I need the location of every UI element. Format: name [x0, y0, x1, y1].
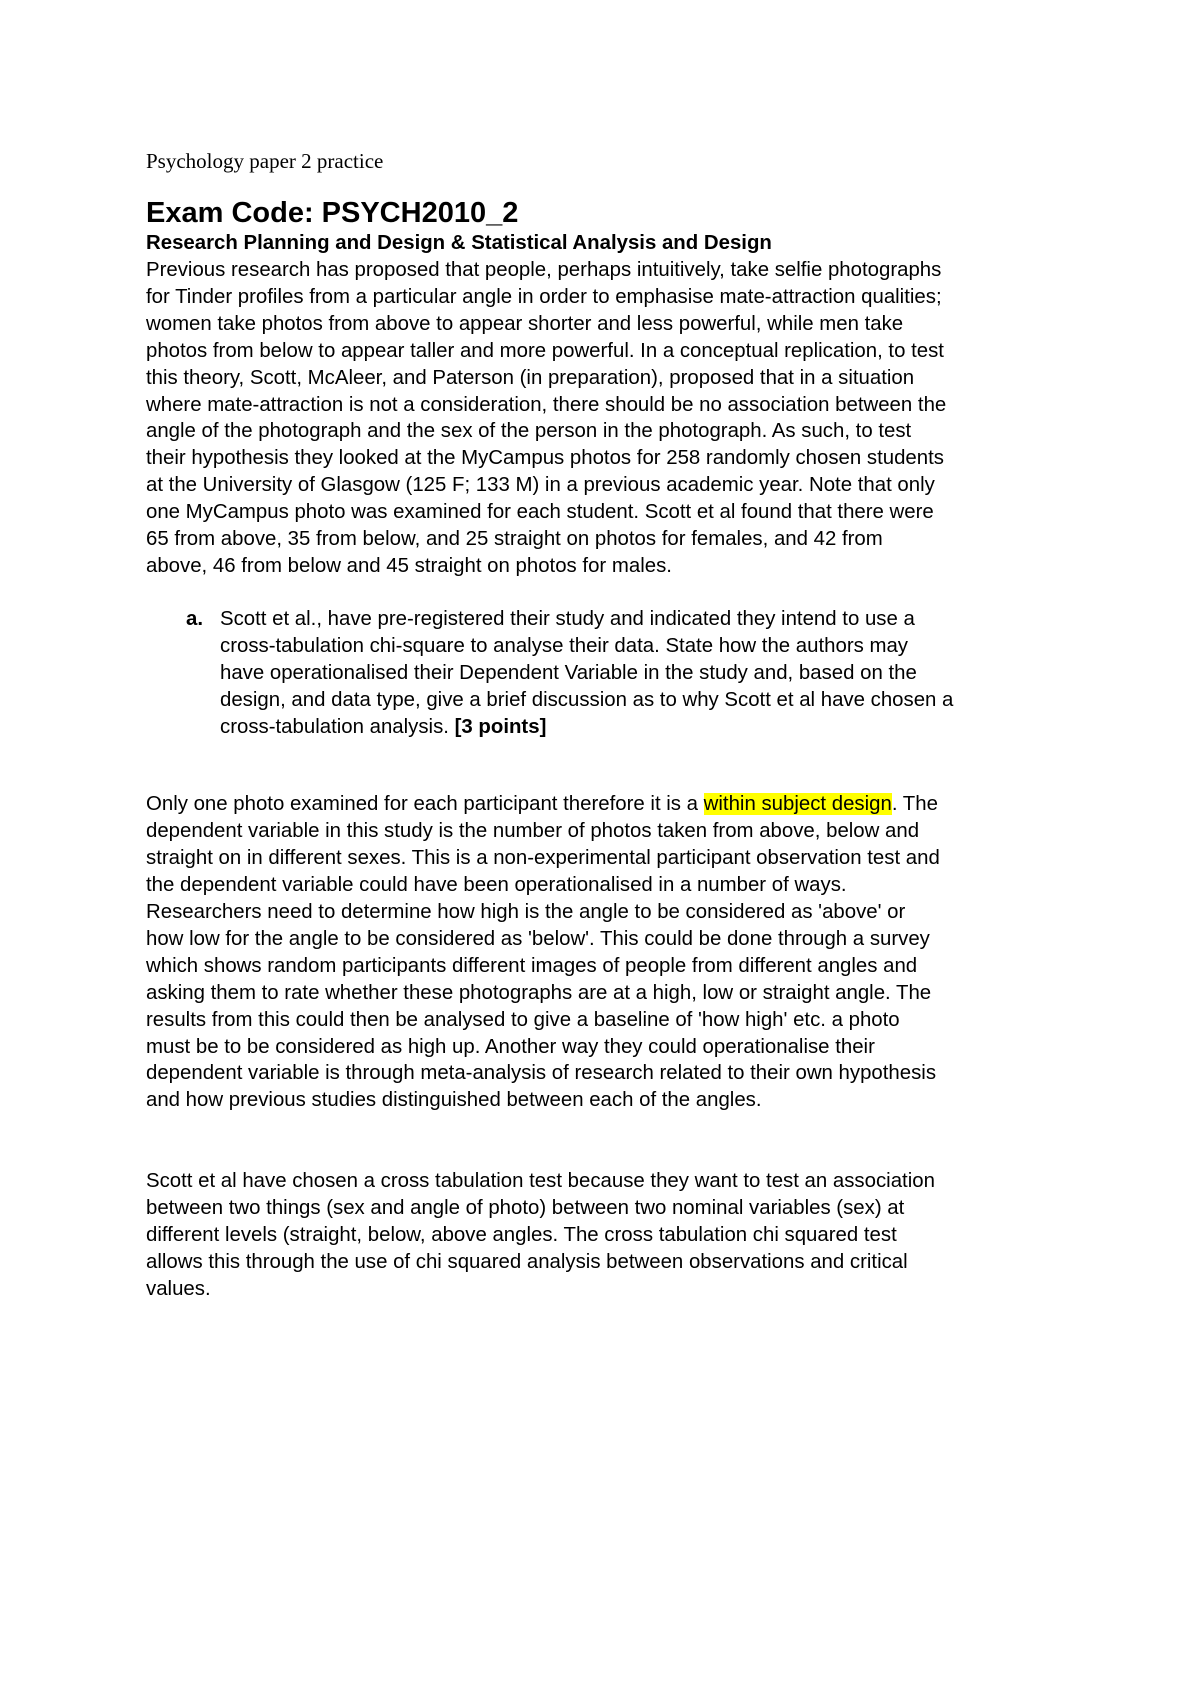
answer-line: must be to be considered as high up. Another way they could operationalise their [146, 1035, 875, 1058]
question-a [146, 606, 1076, 741]
answer-paragraph-2 [146, 1168, 1076, 1303]
answer-line: the dependent variable could have been operationalised in a number of ways. [146, 874, 847, 897]
intro-line: one MyCampus photo was examined for each student. Scott et al found that there were [146, 501, 934, 524]
answer-line: Researchers need to determine how high is the angle to be considered as 'above' or [146, 901, 906, 924]
section-title: Research Planning and Design & Statistical Analysis and Design [146, 232, 772, 254]
answer-line: between two things (sex and angle of photo) between two nominal variables (sex) at [146, 1197, 905, 1220]
question-last-line [220, 714, 1076, 741]
intro-line: Previous research has proposed that people, perhaps intuitively, take selfie photographs [146, 259, 942, 281]
intro-line: where mate-attraction is not a consideration, there should be no association between the [146, 393, 947, 416]
exam-code-heading: Exam Code: PSYCH2010_2 [146, 197, 519, 229]
intro-line: women take photos from above to appear shorter and less powerful, while men take [146, 312, 904, 335]
answer-line: asking them to rate whether these photographs are at a high, low or straight angle. The [146, 981, 932, 1004]
answer-text: Only one photo examined for each participant therefore it is a [146, 793, 704, 816]
question-line: Scott et al., have pre-registered their study and indicated they intend to use a [220, 607, 915, 630]
document-title: Psychology paper 2 practice [146, 149, 384, 173]
answer-line: different levels (straight, below, above angles. The cross tabulation chi squared test [146, 1224, 897, 1247]
intro-line: photos from below to appear taller and more powerful. In a conceptual replication, to test [146, 339, 944, 362]
document-page [146, 148, 1076, 1303]
question-line: have operationalised their Dependent Variable in the study and, based on the [220, 661, 917, 684]
intro-line: this theory, Scott, McAleer, and Paterson (in preparation), proposed that in a situation [146, 366, 915, 389]
intro-paragraph [146, 257, 1076, 580]
intro-line: at the University of Glasgow (125 F; 133 M) in a previous academic year. Note that only [146, 474, 935, 497]
question-line: design, and data type, give a brief discussion as to why Scott et al have chosen a [220, 688, 954, 711]
intro-line: above, 46 from below and 45 straight on photos for males. [146, 554, 672, 577]
answer-line: allows this through the use of chi squared analysis between observations and critical [146, 1251, 908, 1273]
answer-line: how low for the angle to be considered as 'below'. This could be done through a survey [146, 927, 930, 950]
answer-line: dependent variable is through meta-analysis of research related to their own hypothesis [146, 1062, 937, 1085]
answer-first-line [146, 791, 1076, 818]
question-line: cross-tabulation chi-square to analyse their data. State how the authors may [220, 634, 908, 657]
answer-line: which shows random participants different images of people from different angles and [146, 954, 918, 977]
intro-line: their hypothesis they looked at the MyCampus photos for 258 randomly chosen students [146, 447, 944, 470]
answer-line: values. [146, 1277, 211, 1300]
answer-text: . The [891, 793, 938, 816]
answer-line: dependent variable in this study is the number of photos taken from above, below and [146, 820, 920, 843]
highlighted-text: within subject design [703, 793, 892, 816]
intro-line: 65 from above, 35 from below, and 25 straight on photos for females, and 42 from [146, 528, 883, 551]
answer-line: Scott et al have chosen a cross tabulation test because they want to test an association [146, 1170, 935, 1193]
intro-line: angle of the photograph and the sex of the person in the photograph. As such, to test [146, 420, 912, 443]
answer-line: results from this could then be analysed to give a baseline of 'how high' etc. a photo [146, 1008, 900, 1031]
answer-paragraph-1 [146, 791, 1076, 1114]
points-label: [3 points] [454, 715, 547, 738]
answer-line: straight on in different sexes. This is a non-experimental participant observation test and [146, 847, 940, 870]
intro-line: for Tinder profiles from a particular angle in order to emphasise mate-attraction qualities; [146, 285, 942, 308]
question-marker: a. [186, 607, 204, 630]
answer-line: and how previous studies distinguished between each of the angles. [146, 1089, 762, 1112]
question-line-text: cross-tabulation analysis. [220, 715, 455, 738]
